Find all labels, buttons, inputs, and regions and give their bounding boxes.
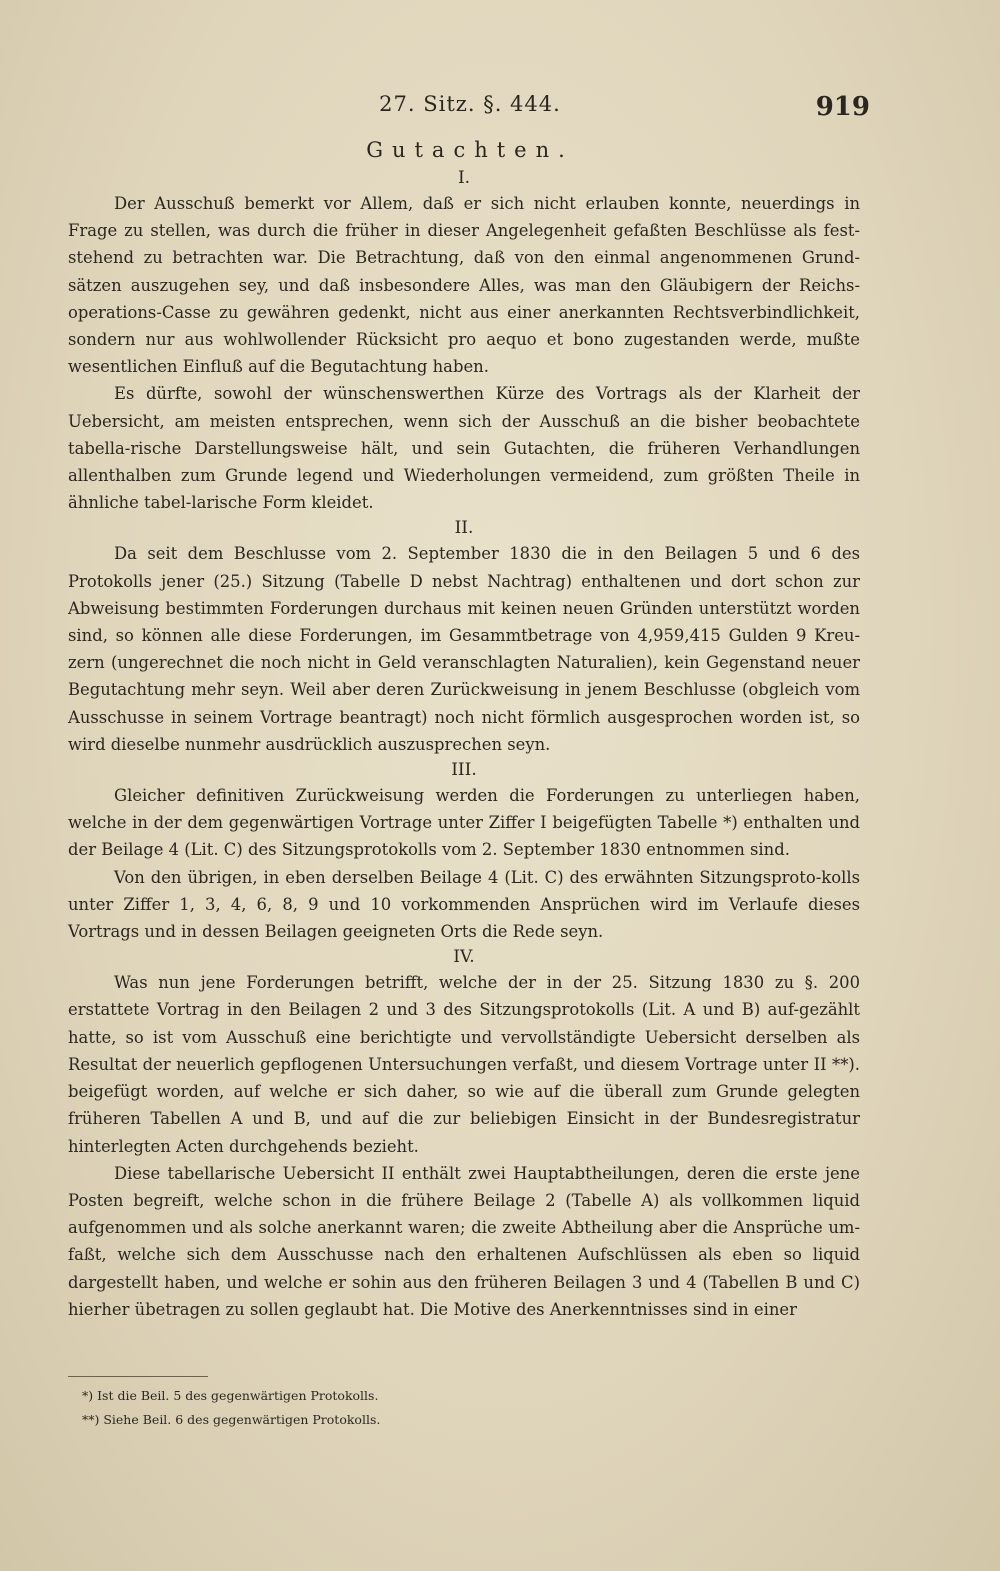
page-number: 919 bbox=[815, 92, 870, 122]
footnote: *) Ist die Beil. 5 des gegenwärtigen Protokolls. bbox=[82, 1388, 379, 1403]
section-number: I. bbox=[457, 168, 471, 188]
paragraph: Es dürfte, sowohl der wünschenswerthen Kürze des Vortrags als der Klarheit der Uebersicht, am meisten entsprechen, wenn sich der Ausschuß an die bisher beobachtete tabella-rische Darstellungsweise hält, und sein Gutachten, die früheren Verhandlungen allenthalben zum Grunde legend und Wiederholungen vermeidend, zum größten Theile in ähnliche tabel-larische Form kleidet. bbox=[68, 384, 860, 513]
paragraph: Von den übrigen, in eben derselben Beilage 4 (Lit. C) des erwähnten Sitzungsproto-kolls unter Ziffer 1, 3, 4, 6, 8, 9 und 10 vorkommenden Ansprüchen wird im Verlaufe dieses Vortrags und in dessen Beilagen geeigneten Orts die Rede seyn. bbox=[68, 867, 860, 942]
section-number: II. bbox=[454, 518, 474, 539]
page-header bbox=[70, 92, 870, 122]
section-number: IV. bbox=[453, 947, 475, 968]
running-head: 27. Sitz. §. 444. bbox=[379, 92, 561, 116]
section-number: III. bbox=[451, 760, 477, 781]
paragraph: Was nun jene Forderungen betrifft, welche der in der 25. Sitzung 1830 zu §. 200 erstattete Vortrag in den Beilagen 2 und 3 des Sitzungsprotokolls (Lit. A und B) auf-gezählt hatte, so ist vom Ausschuß eine berichtigte und vervollständigte Uebersicht derselben als Resultat der neuerlich gepflogenen Untersuchungen verfaßt, und diesem Vortrage unter II **). beigefügt worden, auf welche er sich daher, so wie auf die überall zum Grunde gelegten früheren Tabellen A und B, und auf die zur beliebigen Einsicht in der Bundesregistratur hinterlegten Acten durchgehends bezieht. bbox=[68, 973, 860, 1156]
footnotes bbox=[82, 1384, 782, 1432]
document-title: Gutachten. bbox=[366, 138, 574, 162]
footnote: **) Siehe Beil. 6 des gegenwärtigen Protokolls. bbox=[82, 1412, 381, 1427]
paragraph: Da seit dem Beschlusse vom 2. September 1830 die in den Beilagen 5 und 6 des Protokolls jener (25.) Sitzung (Tabelle D nebst Nachtrag) enthaltenen und dort schon zur Abweisung bestimmten Forderungen durchaus mit keinen neuen Gründen unterstützt worden sind, so können alle diese Forderungen, im Gesammtbetrage von 4,959,415 Gulden 9 Kreu-zern (ungerechnet die noch nicht in Geld veranschlagten Naturalien), kein Gegenstand neuer Begutachtung mehr seyn. Weil aber deren Zurückweisung in jenem Beschlusse (obgleich vom Ausschusse in seinem Vortrage beantragt) noch nicht förmlich ausgesprochen worden ist, so wird dieselbe nunmehr ausdrücklich auszusprechen seyn. bbox=[68, 544, 860, 754]
footnote-divider bbox=[68, 1376, 208, 1377]
document-body bbox=[68, 166, 860, 1323]
paragraph: Diese tabellarische Uebersicht II enthält zwei Hauptabtheilungen, deren die erste jene Posten begreift, welche schon in die frühere Beilage 2 (Tabelle A) als vollkommen liquid aufgenommen und als solche anerkannt waren; die zweite Abtheilung aber die Ansprüche um-faßt, welche sich dem Ausschusse nach den erhaltenen Aufschlüssen als eben so liquid dargestellt haben, und welche er sohin aus den früheren Beilagen 3 und 4 (Tabellen B und C) hierher übetragen zu sollen geglaubt hat. Die Motive des Anerkenntnisses sind in einer bbox=[68, 1163, 860, 1319]
paragraph: Gleicher definitiven Zurückweisung werden die Forderungen zu unterliegen haben, welche in der dem gegenwärtigen Vortrage unter Ziffer I beigefügten Tabelle *) enthalten und der Beilage 4 (Lit. C) des Sitzungsprotokolls vom 2. September 1830 entnommen sind. bbox=[68, 786, 860, 860]
paragraph: Der Ausschuß bemerkt vor Allem, daß er sich nicht erlauben konnte, neuerdings in Frage zu stellen, was durch die früher in dieser Angelegenheit gefaßten Beschlüsse als fest-stehend zu betrachten war. Die Betrachtung, daß von den einmal angenommenen Grund-sätzen auszugehen sey, und daß insbesondere Alles, was man den Gläubigern der Reichs-operations-Casse zu gewähren gedenkt, nicht aus einer anerkannten Rechtsverbindlichkeit, sondern nur aus wohlwollender Rücksicht pro aequo et bono zugestanden werde, mußte wesentlichen Einfluß auf die Begutachtung haben. bbox=[68, 194, 860, 377]
